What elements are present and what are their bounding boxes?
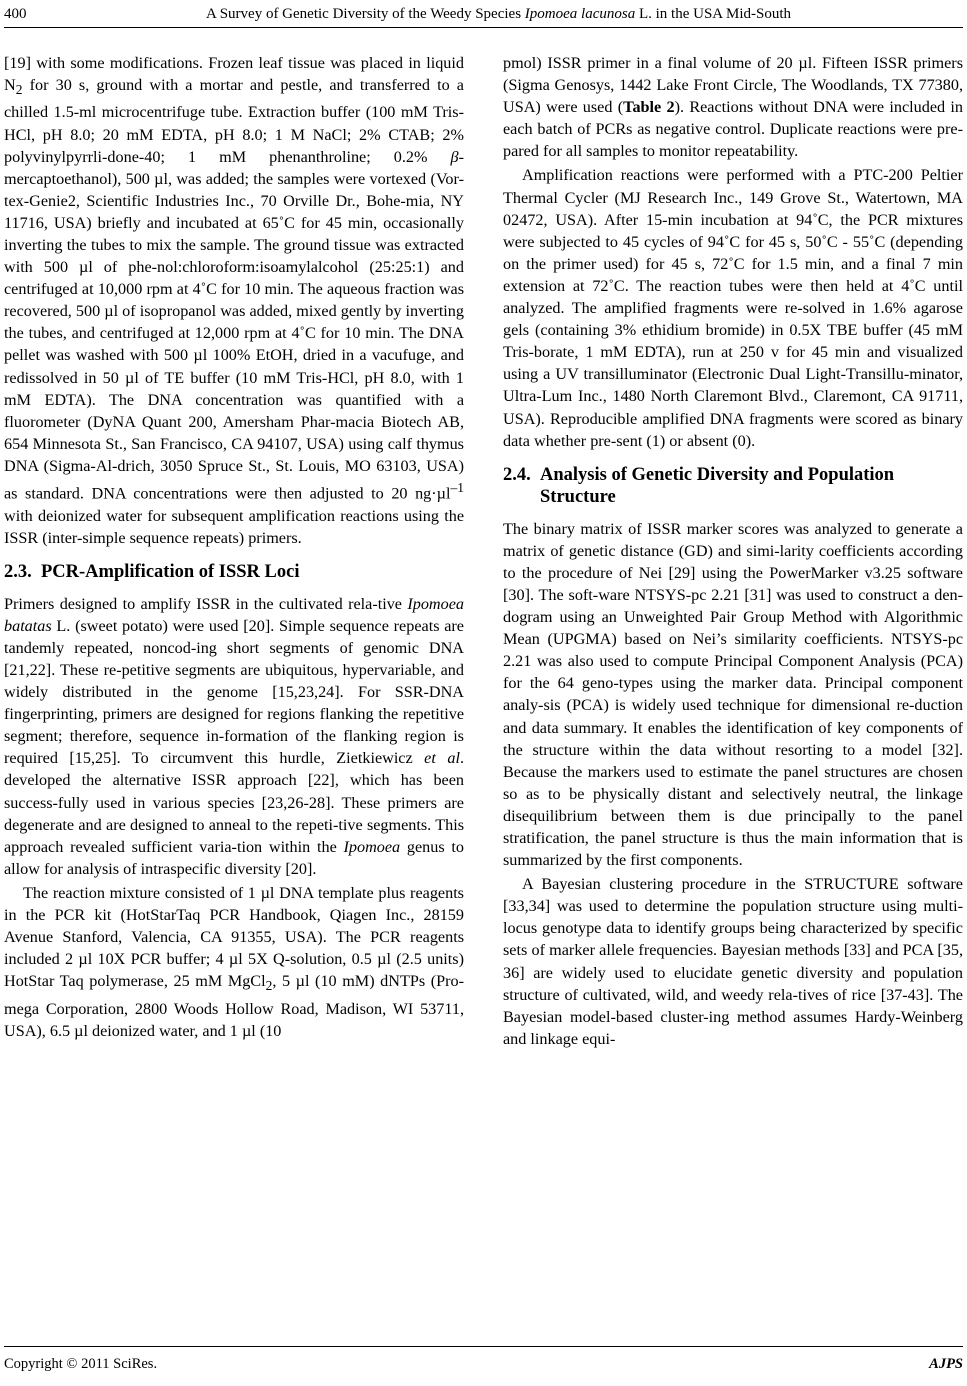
text-run: with deionized water for subsequent amplification reactions using the ISSR (inter-simple sequence repeats) primers.	[4, 506, 464, 547]
page-header	[0, 0, 967, 30]
text-run: genus to allow for analysis of intraspecific diversity [20].	[4, 837, 465, 878]
paragraph-genetic-distance: The binary matrix of ISSR marker scores was analyzed to generate a matrix of genetic distance (GD) and simi-larity coefficients according to the procedure of Nei [29] using the PowerMarker v3.25 software [30]. The soft-ware NTSYS-pc 2.21 [31] was used to construct a den-dogram using an Unweighted Pair Group Method with Algorithmic Mean (UPGMA) based on Nei’s similarity coefficients. NTSYS-pc 2.21 was also used to compute Principal Component Analysis (PCA) for the 64 geno-types using the marker data. Principal component analy-sis (PCA) is widely used technique for dimensional re-duction and data summary. It enables the identification of key components of the structure within the data without resorting to a model [32]. Because the markers used to estimate the panel structures are chosen so as to be physically distant and selectively neutral, the linkage disequilibrium between them is due principally to the panel stratification, the panel structure is thus the main information that is summarized by the first components.	[503, 519, 963, 870]
journal-abbreviation: AJPS	[929, 1356, 963, 1372]
subscript: 2	[265, 978, 273, 994]
text-run: -mercaptoethanol), 500 µl, was added; the samples were vortexed (Vor-tex-Genie2, Scientific Industries Inc., 70 Orville Dr., Bohe-mia, NY 11716, USA) briefly and incubated at 65˚C for 45 min, occasionally inverting the tubes to mix the sample. The ground tissue was extracted with 500 µl of phe-nol:chloroform:isoamylalcohol (25:25:1) and centrifuged at 10,000 rpm at 4˚C for 10 min. The aqueous fraction was recovered, 500 µl of isopropanol was added, mixed gently by inverting the tubes, and centrifuged at 12,000 rpm at 4˚C for 10 min. The DNA pellet was washed with 500 µl 100% EtOH, dried in a vacufuge, and redissolved in 50 µl of TE buffer (10 mM Tris-HCl, pH 8.0, with 1 mM EDTA). The DNA concentration was quantified with a fluorometer (DyNA Quant 200, Amersham Phar-macia Biotech AB, 654 Minnesota St., San Francisco, CA 94107, USA) using calf thymus DNA (Sigma-Al-drich, 3050 Spruce St., St. Louis, MO 63103, USA) as standard. DNA concentrations were then adjusted to 20 ng·µl	[4, 147, 464, 503]
text-run: The reaction mixture consisted of 1 µl DNA template plus reagents in the PCR kit (HotStarTaq PCR Handbook, Qiagen Inc., 28159 Avenue Stanford, Valencia, CA 91355, USA). The PCR reagents included 2 µl 10X PCR buffer; 4 µl 5X Q-solution, 0.5 µl (2.5 units) HotStar Taq polymerase, 25 mM MgCl	[4, 883, 464, 991]
table-reference: Table 2	[623, 98, 675, 117]
subscript: 2	[15, 82, 23, 98]
footer-rule	[4, 1346, 963, 1347]
beta-symbol: β	[450, 147, 459, 166]
running-title-suffix: L. in the USA Mid-South	[635, 6, 792, 22]
species-name: Ipomoea batatas	[4, 594, 464, 635]
text-run: for 30 s, ground with a mortar and pestle, and transferred to a chilled 1.5-ml microcentrifuge tube. Extraction buffer (100 mM Tris-HCl, pH 8.0; 20 mM EDTA, pH 8.0; 1 M NaCl; 2% CTAB; 2% polyvinylpyrrli-done-40; 1 mM phenanthroline; 0.2%	[4, 76, 464, 166]
superscript: –1	[450, 480, 464, 496]
section-title: PCR-Amplification of ISSR Loci	[41, 561, 300, 582]
paragraph-issr-primers	[4, 593, 464, 880]
section-number: 2.4.	[503, 464, 531, 485]
text-run: , 5 µl (10 mM) dNTPs (Pro-mega Corporation, 2800 Woods Hollow Road, Madison, WI 53711, USA), 6.5 µl deionized water, and 1 µl (10	[4, 972, 464, 1040]
section-heading-2-4	[503, 464, 963, 508]
section-heading-2-3	[4, 561, 464, 583]
text-run: ). Reactions without DNA were included in each batch of PCRs as negative control. Duplicate reactions were pre-pared for all samples to monitor repeatability.	[503, 98, 963, 161]
paragraph-bayesian-clustering: A Bayesian clustering procedure in the STRUCTURE software [33,34] was used to determine the population structure using multi-locus genotype data to identify groups being characterized by specific sets of marker allele frequencies. Bayesian methods [33] and PCA [35, 36] are widely used to elucidate genetic diversity and population structure of cultivated, wild, and weedy rela-tives of rice [37-43]. The Bayesian model-based cluster-ing method assumes Hardy-Weinberg and linkage equi-	[503, 875, 963, 1048]
paragraph-amplification: Amplification reactions were performed with a PTC-200 Peltier Thermal Cycler (MJ Research Inc., 149 Grove St., Watertown, MA 02472, USA). After 15-min incubation at 94˚C, the PCR mixtures were subjected to 45 cycles of 94˚C for 45 s, 50˚C - 55˚C (depending on the primer used) for 45 s, 72˚C for 1.5 min, and a final 7 min extension at 72˚C. The reaction tubes were then held at 4˚C until analyzed. The amplified fragments were re-solved in 1.6% agarose gels (containing 3% ethidium bromide) in 0.5X TBE buffer (45 mM Tris-borate, 1 mM EDTA), run at 250 v for 45 min and visualized using a UV transilluminator (Electronic Dual Light-Transillu-minator, Ultra-Lum Inc., 1480 North Claremont Blvd., Claremont, CA 91711, USA). Reproducible amplified DNA fragments were scored as binary data whether pre-sent (1) or absent (0).	[503, 166, 963, 450]
paragraph-primer-volume	[503, 52, 963, 162]
section-title-continued: Structure	[540, 486, 616, 507]
running-title-species: Ipomoea lacunosa	[524, 6, 636, 22]
text-run: L. (sweet potato) were used [20]. Simple sequence repeats are tandemly repeated, noncod-ing short segments of genomic DNA [21,22]. These re-petitive segments are ubiquitous, hypervariable, and widely distributed in the genome [15,23,24]. For SSR-DNA fingerprinting, primers are designed for regions flanking the repetitive segment; therefore, sequence in-formation of the flanking region is required [15,25]. To circumvent this hurdle, Zietkiewicz	[4, 616, 464, 768]
section-number: 2.3.	[4, 561, 32, 582]
running-title	[30, 6, 967, 23]
left-column	[4, 52, 464, 1042]
section-title: Analysis of Genetic Diversity and Population	[540, 464, 895, 485]
running-title-text: A Survey of Genetic Diversity of the Weedy Species	[205, 6, 525, 22]
text-run: Primers designed to amplify ISSR in the cultivated rela-tive	[4, 594, 408, 613]
et-al: et al	[424, 749, 460, 768]
genus-name: Ipomoea	[343, 837, 401, 856]
paragraph-reaction-mixture	[4, 882, 464, 1042]
text-run: . developed the alternative ISSR approach [22], which has been success-fully used in various species [23,26-28]. These primers are degenerate and are designed to anneal to the repeti-tive segments. This approach revealed sufficient varia-tion within the	[4, 749, 464, 856]
text-run: [19] with some modifications. Frozen leaf tissue was placed in liquid N	[4, 54, 464, 95]
header-rule	[4, 27, 963, 28]
text-run: pmol) ISSR primer in a final volume of 20 µl. Fifteen ISSR primers (Sigma Genosys, 1442 Lake Front Circle, The Woodlands, TX 77380, USA) were used (	[503, 54, 963, 117]
right-column	[503, 52, 963, 1050]
paragraph-dna-extraction	[4, 52, 464, 549]
copyright-notice: Copyright © 2011 SciRes.	[4, 1356, 158, 1372]
page-number: 400	[4, 6, 27, 22]
